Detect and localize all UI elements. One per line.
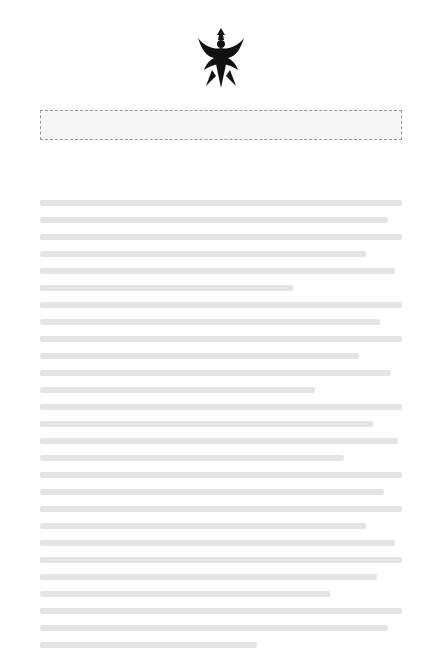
unreadable-notice <box>40 110 402 140</box>
garuda-emblem-icon <box>196 26 246 90</box>
body-text-placeholder <box>40 200 402 659</box>
